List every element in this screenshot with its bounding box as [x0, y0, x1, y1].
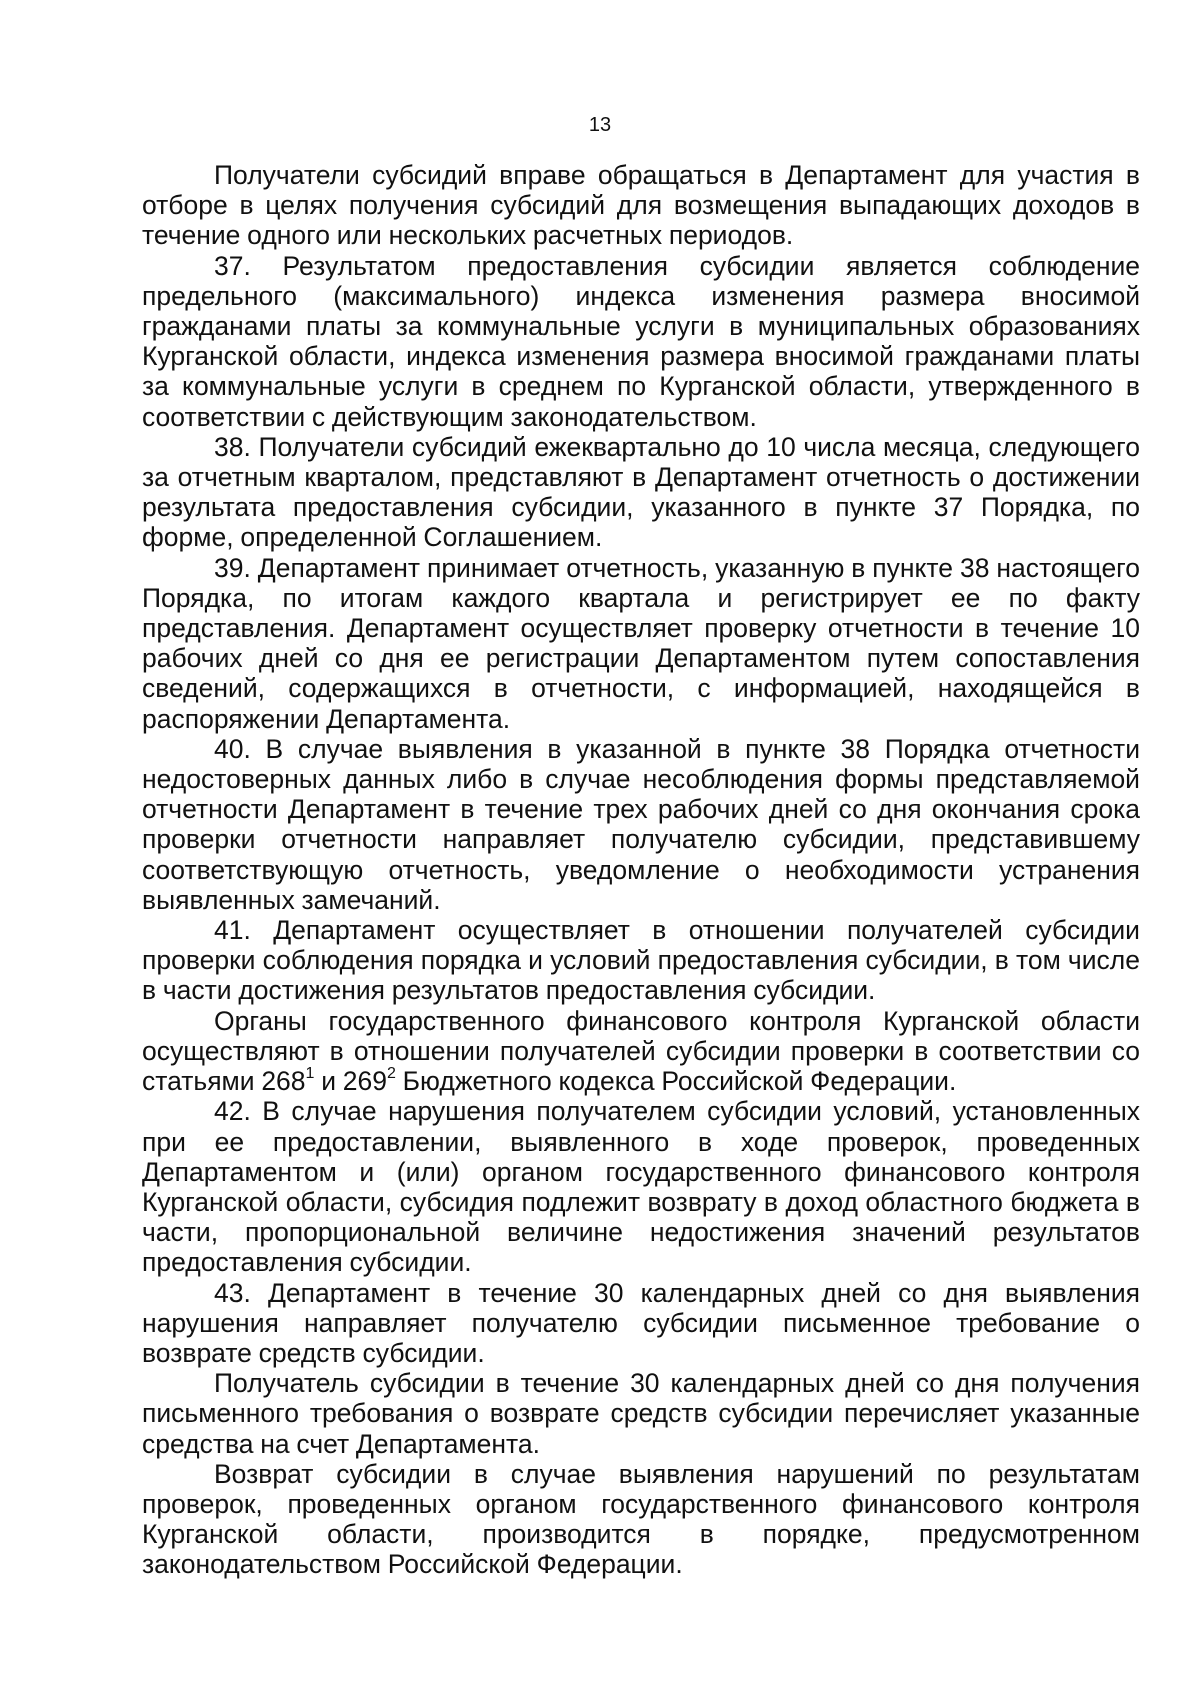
paragraph-refund-transfer: Получатель субсидии в течение 30 календарных дней со дня получения письменного требования о возврате средств субсидии перечисляет указанные средства на счет Департамента. [142, 1368, 1140, 1459]
page-number: 13 [588, 114, 612, 136]
paragraph-39: 39. Департамент принимает отчетность, указанную в пункте 38 настоящего Порядка, по итогам каждого квартала и регистрирует ее по факту представления. Департамент осуществляет проверку отчетности в течение 10 рабочих дней со дня ее регистрации Департаментом путем сопоставления сведений, содержащихся в отчетности, с информацией, находящейся в распоряжении Департамента. [142, 552, 1140, 734]
paragraph-38: 38. Получатели субсидий ежеквартально до 10 числа месяца, следующего за отчетным кварталом, представляют в Департамент отчетность о достижении результата предоставления субсидии, указанного в пункте 37 Порядка, по форме, определенной Соглашением. [142, 431, 1140, 553]
paragraph-43: 43. Департамент в течение 30 календарных дней со дня выявления нарушения направляет получателю субсидии письменное требование о возврате средств субсидии. [142, 1277, 1140, 1368]
footnote-sup-1: 1 [305, 1065, 315, 1083]
paragraph-financial-control [142, 1006, 1140, 1097]
footnote-sup-2: 2 [387, 1065, 396, 1083]
paragraph-37: 37. Результатом предоставления субсидии является соблюдение предельного (максимального) индекса изменения размера вносимой гражданами платы за коммунальные услуги в муниципальных образованиях Курганской области, индекса изменения размера вносимой гражданами платы за коммунальные услуги в среднем по Курганской области, утвержденного в соответствии с действующим законодательством. [142, 250, 1140, 432]
paragraph-financial-control-text-middle: и 269 [314, 1066, 387, 1097]
paragraph-refund-procedure: Возврат субсидии в случае выявления нарушений по результатам проверок, проведенных органом государственного финансового контроля Курганской области, производится в порядке, предусмотренном законодательством Российской Федерации. [142, 1458, 1140, 1580]
paragraph-recipients-selection: Получатели субсидий вправе обращаться в Департамент для участия в отборе в целях получения субсидий для возмещения выпадающих доходов в течение одного или нескольких расчетных периодов. [142, 160, 1140, 251]
paragraph-financial-control-text-after: Бюджетного кодекса Российской Федерации. [395, 1066, 957, 1097]
paragraph-40: 40. В случае выявления в указанной в пункте 38 Порядка отчетности недостоверных данных либо в случае несоблюдения формы представляемой отчетности Департамент в течение трех рабочих дней со дня окончания срока проверки отчетности направляет получателю субсидии, представившему соответствующую отчетность, уведомление о необходимости устранения выявленных замечаний. [142, 733, 1140, 915]
paragraph-41: 41. Департамент осуществляет в отношении получателей субсидии проверки соблюдения порядка и условий предоставления субсидии, в том числе в части достижения результатов предоставления субсидии. [142, 915, 1140, 1006]
paragraph-financial-control-text-before: Органы государственного финансового контроля Курганской области осуществляют в отношении получателей субсидии проверки в соответствии со статьями 268 [142, 1005, 1140, 1097]
document-body [142, 160, 1140, 1580]
paragraph-42: 42. В случае нарушения получателем субсидии условий, установленных при ее предоставлении, выявленного в ходе проверок, проведенных Департаментом и (или) органом государственного финансового контроля Курганской области, субсидия подлежит возврату в доход областного бюджета в части, пропорциональной величине недостижения значений результатов предоставления субсидии. [142, 1096, 1140, 1278]
